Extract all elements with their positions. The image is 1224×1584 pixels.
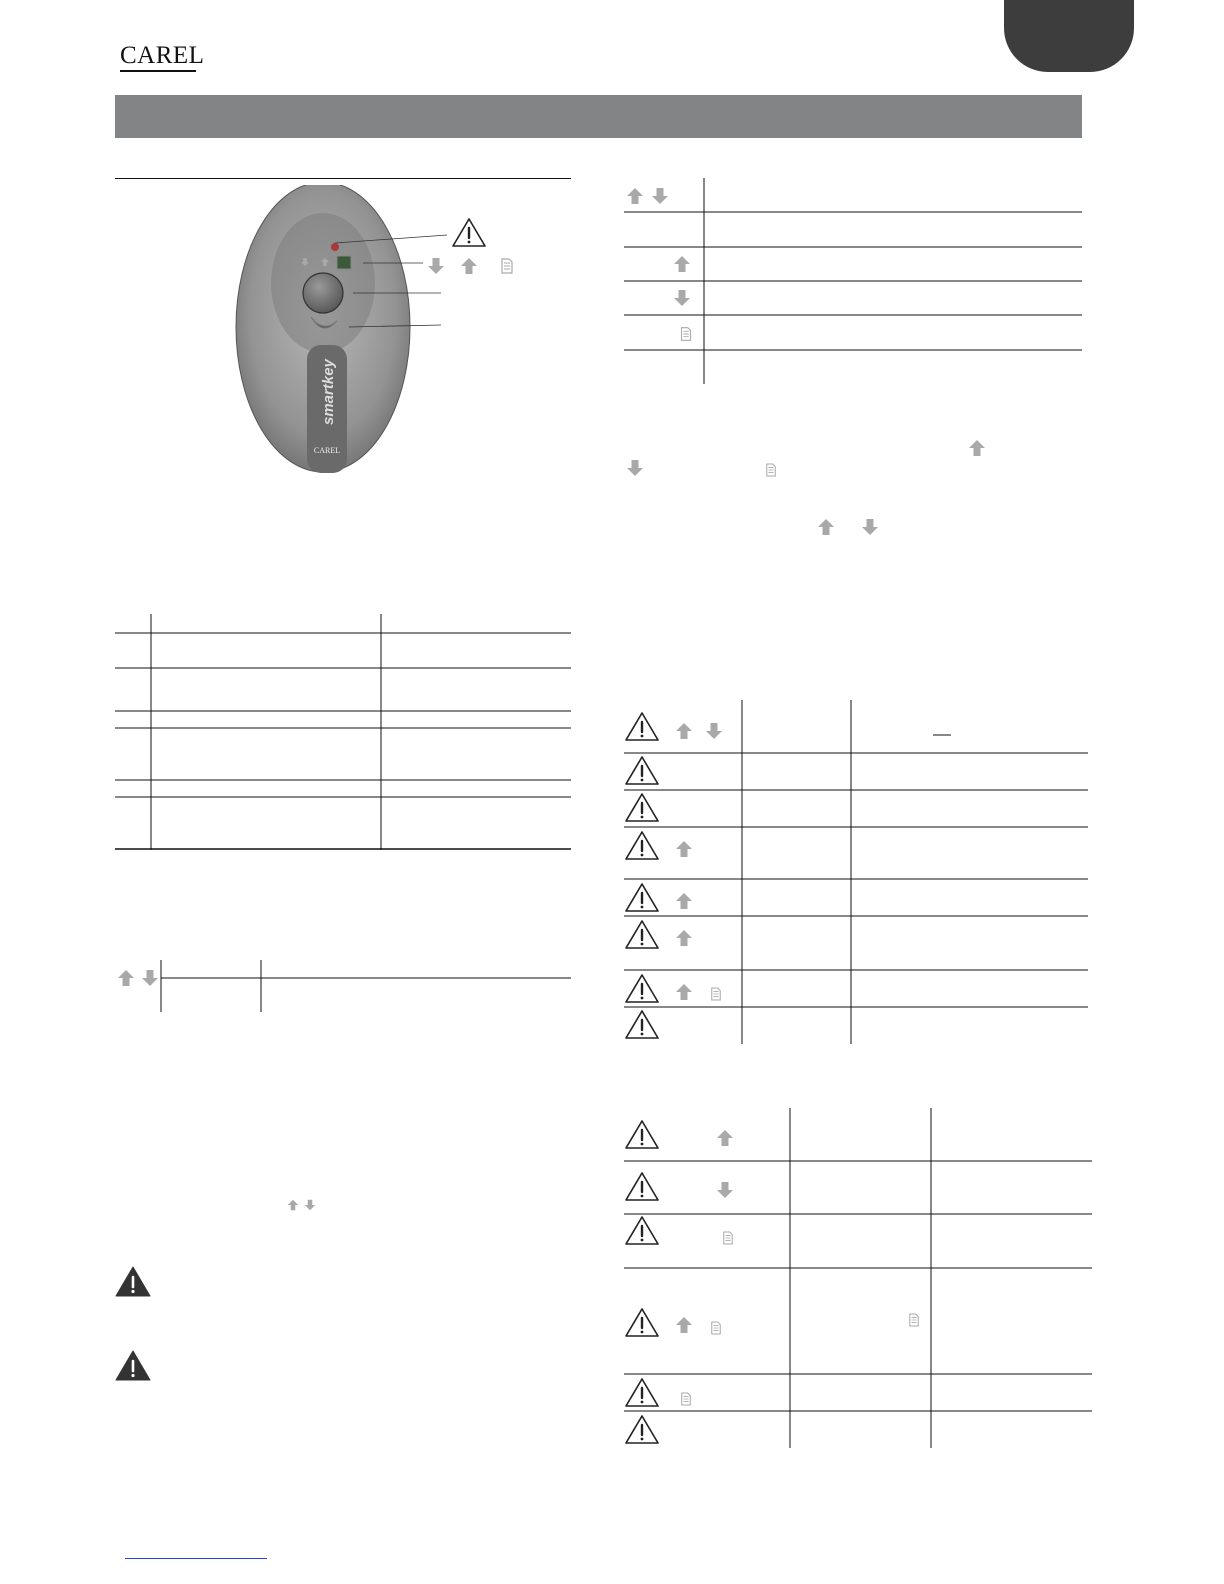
- page-tab: [1004, 0, 1134, 72]
- arrow-down-icon: [305, 1200, 315, 1210]
- warning-icon: [626, 713, 658, 740]
- arrow-up-icon: [118, 970, 134, 986]
- alarm-table-2: [624, 1108, 1094, 1450]
- arrow-up-icon: [676, 841, 692, 857]
- inline-arrows: [285, 1196, 319, 1214]
- arrow-down-icon: [142, 970, 158, 986]
- arrow-up-icon: [966, 438, 988, 458]
- warning-icon: [626, 794, 658, 821]
- callout-warning-icon: [453, 219, 485, 246]
- device-brand-text: smartkey: [320, 359, 337, 425]
- document-icon: [682, 328, 691, 341]
- brand-logo: CAREL: [120, 42, 205, 69]
- document-icon: [712, 1322, 721, 1334]
- callout-document-icon: [502, 259, 512, 273]
- arrow-down-icon: [717, 1182, 733, 1198]
- arrow-up-icon: [676, 893, 692, 909]
- warning-icon: [626, 1217, 658, 1244]
- note-warning-icon: [113, 1262, 153, 1302]
- arrow-mode-table: [115, 960, 573, 1016]
- arrow-down-icon: [674, 290, 690, 306]
- arrow-up-icon: [815, 517, 837, 537]
- footer-link[interactable]: [125, 1558, 267, 1559]
- arrow-up-icon: [627, 188, 643, 204]
- warning-icon: [626, 1121, 658, 1148]
- brand-logo-underline: [120, 70, 196, 72]
- arrow-up-icon: [288, 1200, 298, 1210]
- specs-table: [115, 614, 573, 852]
- section-rule: [115, 178, 571, 179]
- warning-icon: [626, 757, 658, 784]
- device-logo-text: CAREL: [313, 446, 341, 455]
- callout-arrow-down-icon: [428, 258, 444, 274]
- arrow-up-icon: [674, 256, 690, 272]
- warning-icon: [626, 884, 658, 911]
- section-banner: [115, 95, 1082, 138]
- device-figure: [225, 185, 535, 490]
- callout-arrow-up-icon: [461, 258, 477, 274]
- warning-icon: [626, 1309, 658, 1336]
- warning-icon: [626, 975, 658, 1002]
- arrow-up-icon: [676, 723, 692, 739]
- arrow-up-icon: [717, 1130, 733, 1146]
- warning-icon: [626, 832, 658, 859]
- arrow-up-icon: [676, 984, 692, 1000]
- warning-icon: [626, 921, 658, 948]
- arrow-down-icon: [624, 458, 646, 478]
- arrow-down-icon: [706, 723, 722, 739]
- document-icon: [761, 460, 781, 480]
- device-main-button: [303, 273, 343, 313]
- arrow-up-icon: [676, 930, 692, 946]
- warning-icon: [626, 1416, 658, 1443]
- document-icon: [910, 1314, 919, 1326]
- warning-icon: [626, 1011, 658, 1038]
- alarm-table-1: [624, 700, 1090, 1046]
- document-icon: [712, 988, 721, 1000]
- device-alarm-led: [331, 243, 339, 251]
- legend-table: [624, 178, 1084, 386]
- arrow-down-icon: [859, 517, 881, 537]
- arrow-down-icon: [652, 188, 668, 204]
- document-icon: [724, 1232, 733, 1244]
- device-led-doc: [337, 256, 351, 269]
- note-warning-icon: [113, 1346, 153, 1386]
- document-icon: [682, 1393, 691, 1405]
- warning-icon: [626, 1173, 658, 1200]
- arrow-up-icon: [676, 1317, 692, 1333]
- warning-icon: [626, 1379, 658, 1406]
